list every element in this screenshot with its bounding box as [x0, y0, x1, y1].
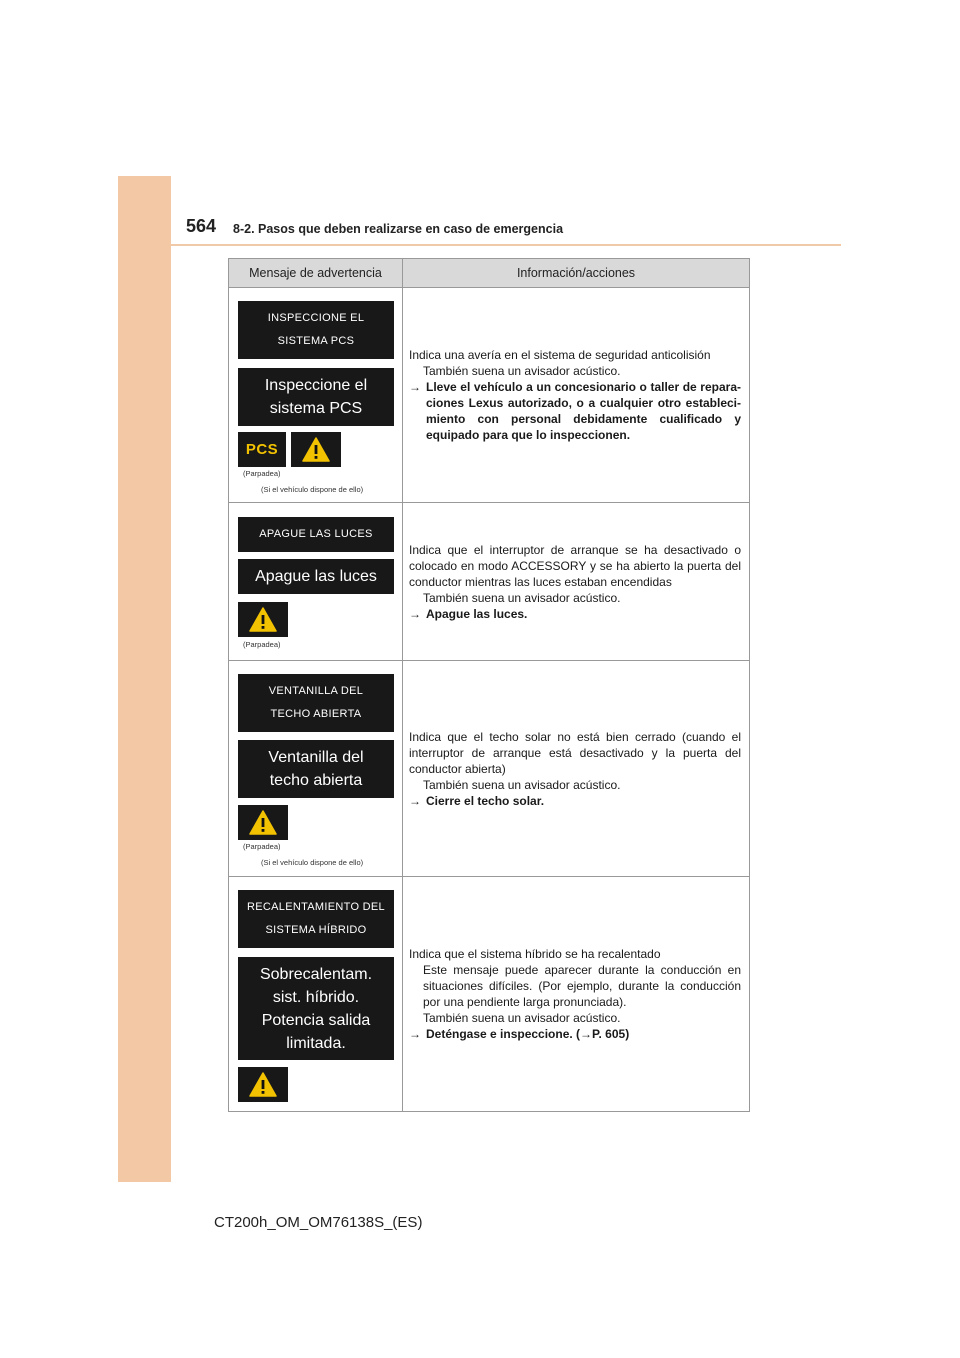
- warning-indicator: [238, 602, 288, 637]
- info-extra: Este mensaje puede aparecer durante la conducción en situaciones difíciles. (Por ejemplo, durante la conducción por una pendiente larga pronunciada).: [423, 963, 741, 1009]
- info-extra: También suena un avisador acústico.: [423, 364, 621, 378]
- message-cell: [229, 288, 403, 503]
- info-text: Indica que el interruptor de arranque se ha desactivado o colocado en modo ACCESSORY y se ha abierto la puerta del conductor mientras las luces estaban encendidas: [409, 542, 741, 589]
- info-cell: [403, 503, 750, 661]
- table-row: [229, 288, 750, 503]
- warning-indicator: [238, 805, 288, 840]
- document-code: CT200h_OM_OM76138S_(ES): [214, 1214, 423, 1231]
- warning-triangle-icon: [249, 1072, 277, 1097]
- section-title: 8-2. Pasos que deben realizarse en caso de emergencia: [233, 222, 564, 236]
- display-message-text: Sobrecalentam. sist. híbrido. Potencia salida limitada.: [238, 957, 394, 1060]
- pcs-label: PCS: [245, 441, 279, 458]
- header-rule: [171, 244, 841, 246]
- arrow-icon: →: [409, 793, 421, 808]
- info-extra-2: También suena un avisador acústico.: [423, 1011, 621, 1025]
- blink-note: (Parpadea): [243, 842, 281, 851]
- display-message-caps: VENTANILLA DEL TECHO ABIERTA: [238, 674, 394, 732]
- info-extra: También suena un avisador acústico.: [423, 777, 621, 792]
- blink-note: (Parpadea): [243, 640, 281, 649]
- arrow-icon: →: [409, 1027, 421, 1041]
- side-tab-band: [118, 176, 171, 1182]
- display-message-caps: APAGUE LAS LUCES: [238, 517, 394, 552]
- info-text: Indica que el techo solar no está bien cerrado (cuando el interruptor de arranque está desactivado y la puerta del conductor abierta): [409, 729, 741, 776]
- page-number: 564: [186, 216, 217, 236]
- table-row: [229, 877, 750, 1112]
- pcs-indicator: [238, 432, 286, 467]
- equipped-note: (Si el vehículo dispone de ello): [261, 485, 364, 494]
- display-message-text: Ventanilla del techo abierta: [238, 740, 394, 798]
- warning-triangle-icon: [302, 437, 330, 462]
- display-message-text: Apague las luces: [238, 559, 394, 594]
- table-header-row: [229, 259, 750, 288]
- arrow-icon: →: [409, 606, 421, 621]
- message-cell: [229, 661, 403, 877]
- message-cell: [229, 503, 403, 661]
- equipped-note: (Si el vehículo dispone de ello): [261, 858, 364, 867]
- action-text: Apague las luces.: [426, 606, 528, 621]
- table-row: [229, 503, 750, 661]
- info-text: Indica que el sistema híbrido se ha recalentado: [409, 947, 661, 961]
- message-cell: [229, 877, 403, 1112]
- info-cell: [403, 288, 750, 503]
- action-text: Deténgase e inspeccione. (→P. 605): [426, 1027, 630, 1041]
- info-cell: [403, 661, 750, 877]
- table-row: [229, 661, 750, 877]
- display-message-text: Inspeccione el sistema PCS: [238, 368, 394, 426]
- warning-message-table: [228, 258, 750, 1112]
- action-text: Lleve el vehículo a un concesionario o taller de repara-ciones Lexus autorizado, o a cualquier otro estableci-miento con personal debidamente cualificado y equipado para que lo inspeccionen.: [426, 380, 741, 442]
- warning-indicator: [238, 1067, 288, 1102]
- col-header-info: Información/acciones: [403, 259, 750, 288]
- display-message-caps: INSPECCIONE EL SISTEMA PCS: [238, 301, 394, 359]
- display-message-caps: RECALENTAMIENTO DEL SISTEMA HÍBRIDO: [238, 890, 394, 948]
- warning-triangle-icon: [249, 607, 277, 632]
- action-text: Cierre el techo solar.: [426, 793, 545, 808]
- arrow-icon: →: [409, 380, 421, 394]
- warning-indicator: [291, 432, 341, 467]
- warning-triangle-icon: [249, 810, 277, 835]
- info-text: Indica una avería en el sistema de seguridad anticolisión: [409, 348, 711, 362]
- blink-note: (Parpadea): [243, 469, 281, 478]
- info-extra: También suena un avisador acústico.: [423, 590, 621, 605]
- col-header-message: Mensaje de advertencia: [229, 259, 403, 288]
- info-cell: [403, 877, 750, 1112]
